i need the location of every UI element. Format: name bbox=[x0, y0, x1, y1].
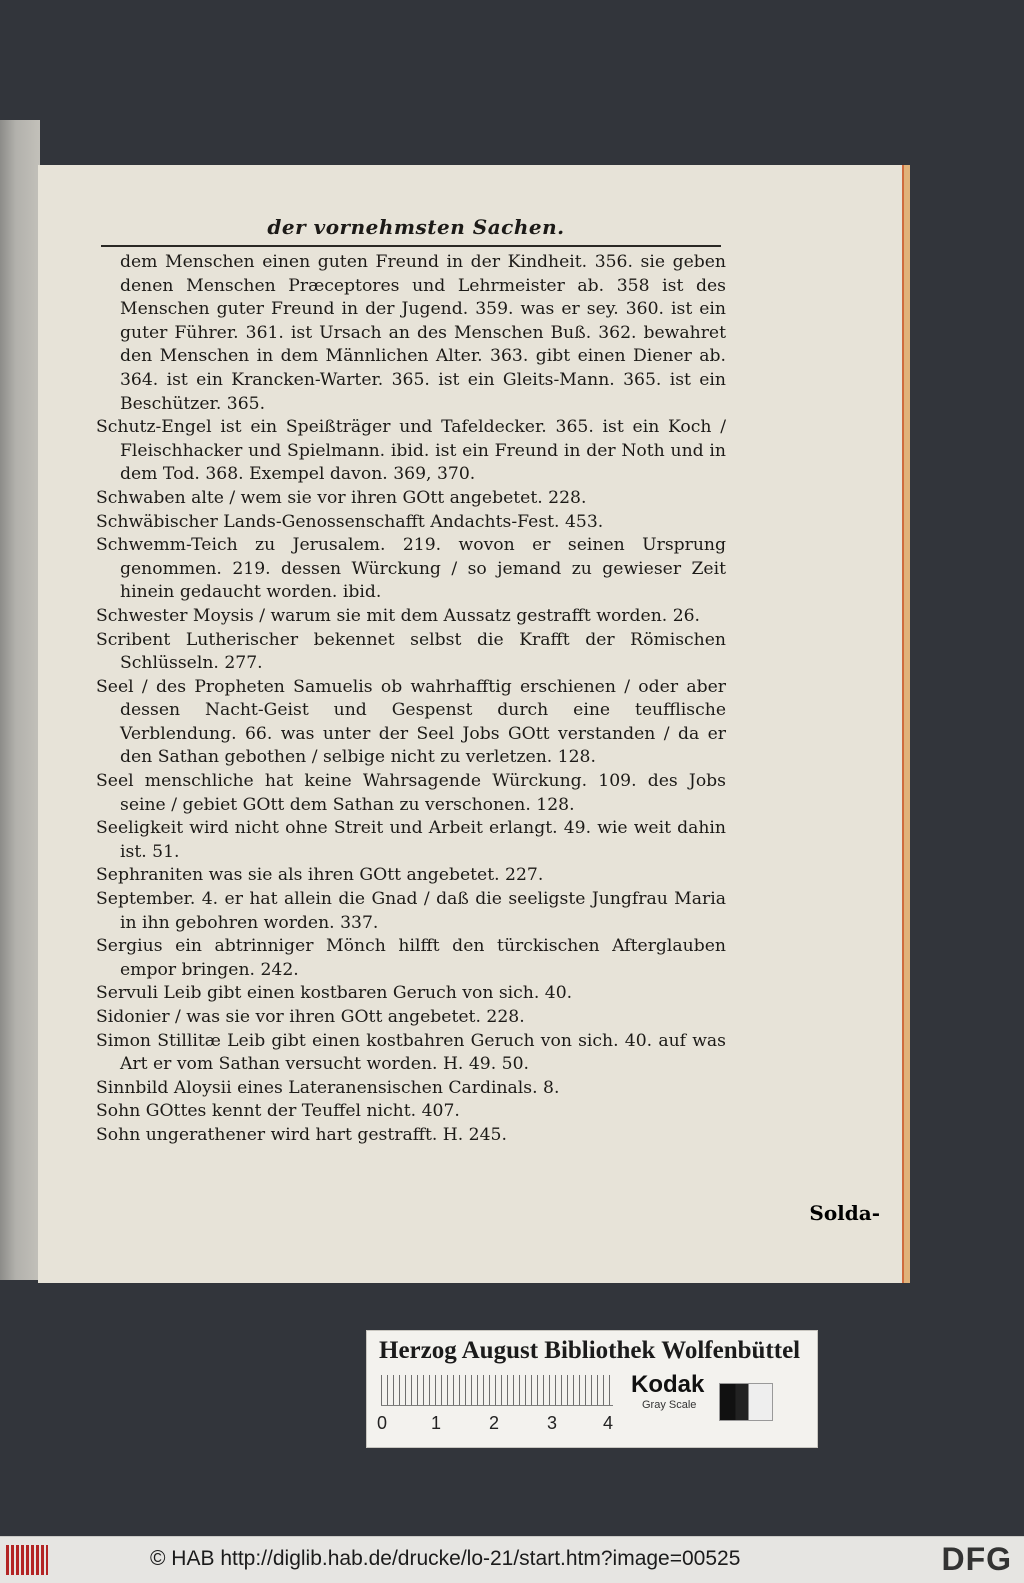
ruler-number: 0 bbox=[377, 1413, 388, 1433]
library-name: Herzog August Bibliothek Wolfenbüttel bbox=[379, 1337, 801, 1364]
index-entry: Sidonier / was sie vor ihren GOtt angebetet. 228. bbox=[96, 1007, 525, 1027]
barcode-icon bbox=[6, 1545, 48, 1575]
footer-bar bbox=[0, 1536, 1024, 1583]
index-entry: Seeligkeit wird nicht ohne Streit und Arbeit erlangt. 49. wie weit dahin ist. 51. bbox=[96, 818, 726, 862]
index-entry: September. 4. er hat allein die Gnad / daß die seeligste Jungfrau Maria in ihn gebohren worden. 337. bbox=[96, 889, 726, 933]
index-entry: Servuli Leib gibt einen kostbaren Geruch von sich. 40. bbox=[96, 983, 573, 1004]
index-entry: Schwester Moysis / warum sie mit dem Aussatz gestrafft worden. 26. bbox=[96, 605, 701, 626]
index-entry: Sohn GOttes kennt der Teuffel nicht. 407. bbox=[96, 1101, 460, 1122]
ruler-number: 1 bbox=[431, 1413, 442, 1433]
color-target-card bbox=[366, 1330, 818, 1448]
index-entry: Scribent Lutherischer bekennet selbst die Krafft der Römischen Schlüsseln. 277. bbox=[96, 629, 726, 674]
header-rule bbox=[101, 245, 721, 247]
ruler-number: 4 bbox=[603, 1413, 614, 1433]
gray-scale-label: Gray Scale bbox=[642, 1399, 697, 1411]
index-entry: Simon Stillitæ Leib gibt einen kostbahren Geruch von sich. 40. auf was Art er vom Sathan versucht worden. H. 49. 50. bbox=[96, 1030, 726, 1075]
index-entry: Schwemm-Teich zu Jerusalem. 219. wovon er seinen Ursprung genommen. 219. dessen Würckung / so jemand zu gewieser Zeit hinein gedaucht worden. ibid. bbox=[96, 535, 726, 603]
index-entries bbox=[96, 251, 726, 1148]
index-entry: Seel menschliche hat keine Wahrsagende Würckung. 109. des Jobs seine / gebiet GOtt dem Sathan zu verschonen. 128. bbox=[96, 771, 726, 815]
index-entry: Seel / des Propheten Samuelis ob wahrhafftig erschienen / oder aber dessen Nacht-Geist und Gespenst durch eine teufflische Verblendung. 66. was unter der Seel Jobs GOtt verstanden / da er den Sathan gebothen / selbige nicht zu verletzen. 128. bbox=[96, 676, 726, 768]
index-entry: Sohn ungerathener wird hart gestrafft. H. 245. bbox=[96, 1124, 507, 1145]
copyright-url[interactable]: © HAB http://diglib.hab.de/drucke/lo-21/start.htm?image=00525 bbox=[150, 1547, 741, 1570]
facing-page-edge bbox=[0, 120, 40, 1280]
index-entry: Schwäbischer Lands-Genossenschafft Andachts-Fest. 453. bbox=[96, 511, 604, 532]
index-entry: Schutz-Engel ist ein Speißträger und Tafeldecker. 365. ist ein Koch / Fleischhacker und Spielmann. ibid. ist ein Freund in der Noth und in dem Tod. 368. Exempel davon. 369, 370. bbox=[96, 417, 726, 485]
dfg-logo: DFG bbox=[941, 1541, 1012, 1577]
ruler-number: 2 bbox=[489, 1413, 500, 1433]
index-entry: Sinnbild Aloysii eines Lateranensischen Cardinals. 8. bbox=[96, 1077, 560, 1098]
catchword: Solda- bbox=[809, 1201, 880, 1225]
gray-scale-patch bbox=[719, 1383, 773, 1421]
index-entry: Sergius ein abtrinniger Mönch hilfft den türckischen Afterglauben empor bringen. 242. bbox=[96, 936, 726, 980]
kodak-logo: Kodak bbox=[631, 1371, 705, 1398]
page-content bbox=[96, 215, 726, 1148]
ruler-scale bbox=[381, 1375, 613, 1406]
index-entry: Sephraniten was sie als ihren GOtt angebetet. 227. bbox=[96, 865, 544, 886]
index-entry: dem Menschen einen guten Freund in der Kindheit. 356. sie geben denen Menschen Præceptores und Lehrmeister ab. 358 ist des Menschen guter Freund in der Jugend. 359. was er sey. 360. ist ein guter Führer. 361. ist Ursach an des Menschen Buß. 362. bewahret den Menschen in dem Männlichen Alter. 363. gibt einen Diener ab. 364. ist ein Krancken-Warter. 365. ist ein Gleits-Mann. 365. ist ein Beschützer. 365. bbox=[120, 252, 726, 414]
index-entry: Schwaben alte / wem sie vor ihren GOtt angebetet. 228. bbox=[96, 487, 587, 508]
ruler-number: 3 bbox=[547, 1413, 558, 1433]
book-page bbox=[38, 165, 910, 1283]
running-head: der vornehmsten Sachen. bbox=[267, 215, 565, 239]
